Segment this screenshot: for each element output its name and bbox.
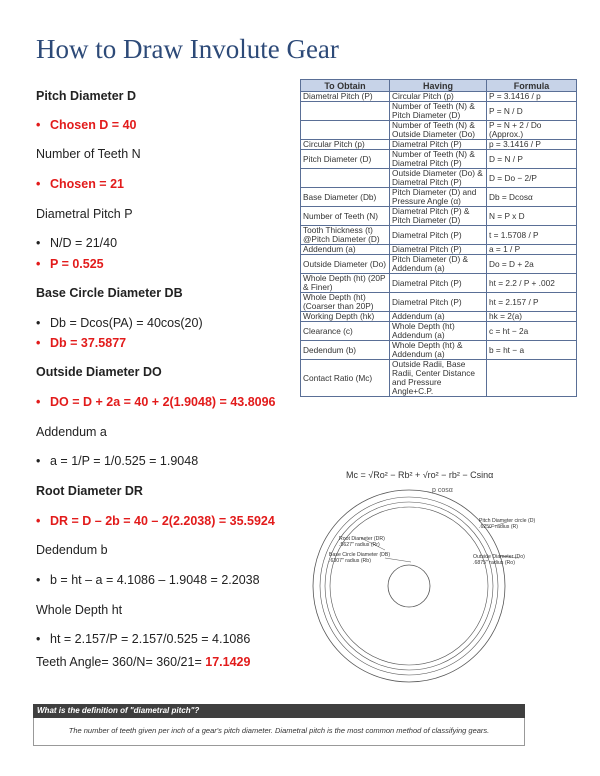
to-obtain-cell: Dedendum (b) — [301, 341, 390, 360]
to-obtain-cell: Number of Teeth (N) — [301, 207, 390, 226]
bore-circle — [388, 565, 430, 607]
root-diameter-value: .5627" radius (Rr) — [339, 542, 380, 548]
table-row — [301, 140, 577, 150]
formula-cell: ht = 2.2 / P + .002 — [487, 274, 577, 293]
table-header-cell: Having — [390, 80, 487, 92]
having-cell: Outside Radii, Base Radii, Center Distance and Pressure Angle+C.P. — [390, 360, 487, 397]
dedendum-calc: • b = ht – a = 4.1086 – 1.9048 = 2.2038 — [50, 573, 260, 587]
table-row — [301, 121, 577, 140]
table-row — [301, 92, 577, 102]
table-row — [301, 293, 577, 312]
having-cell: Addendum (a) — [390, 312, 487, 322]
table-header-cell: Formula — [487, 80, 577, 92]
teeth-angle-value: 17.1429 — [205, 655, 251, 669]
definition-question: What is the definition of "diametral pitch"? — [33, 704, 525, 718]
to-obtain-cell: Diametral Pitch (P) — [301, 92, 390, 102]
table-row — [301, 188, 577, 207]
having-cell: Whole Depth (ht) Addendum (a) — [390, 322, 487, 341]
outside-diameter-heading: Outside Diameter DO — [36, 365, 162, 379]
diametral-pitch-calc: • N/D = 21/40 — [50, 236, 117, 250]
having-cell: Diametral Pitch (P) & Pitch Diameter (D) — [390, 207, 487, 226]
pitch-diameter-value: .6250" radius (R) — [479, 524, 519, 530]
to-obtain-cell: Base Diameter (Db) — [301, 188, 390, 207]
outside-diameter-result: • DO = D + 2a = 40 + 2(1.9048) = 43.8096 — [50, 395, 276, 409]
formula-cell: N = P x D — [487, 207, 577, 226]
formula-cell: b = ht − a — [487, 341, 577, 360]
teeth-chosen: • Chosen = 21 — [50, 177, 124, 191]
to-obtain-cell — [301, 102, 390, 121]
table-row — [301, 360, 577, 397]
having-cell: Number of Teeth (N) & Pitch Diameter (D) — [390, 102, 487, 121]
table-row — [301, 226, 577, 245]
page-title: How to Draw Involute Gear — [36, 34, 339, 64]
table-row — [301, 274, 577, 293]
formula-cell: c = ht − 2a — [487, 322, 577, 341]
table-row — [301, 312, 577, 322]
contact-ratio-denominator: p cosα — [432, 487, 453, 494]
pitch-diameter-label: Pitch Diameter circle (D) — [479, 518, 536, 524]
having-cell: Pitch Diameter (D) & Addendum (a) — [390, 255, 487, 274]
pitch-diameter-chosen: • Chosen D = 40 — [50, 118, 137, 132]
addendum-calc: • a = 1/P = 1/0.525 = 1.9048 — [50, 454, 198, 468]
table-row — [301, 150, 577, 169]
base-circle — [325, 502, 493, 670]
having-cell: Outside Diameter (Do) & Diametral Pitch (P) — [390, 169, 487, 188]
teeth-angle-line — [36, 655, 250, 669]
to-obtain-cell: Outside Diameter (Do) — [301, 255, 390, 274]
to-obtain-cell: Whole Depth (ht) (Coarser than 20P) — [301, 293, 390, 312]
root-diameter-circle — [330, 507, 488, 665]
having-cell: Diametral Pitch (P) — [390, 274, 487, 293]
formula-cell: Db = Dcosα — [487, 188, 577, 207]
having-cell: Number of Teeth (N) & Diametral Pitch (P) — [390, 150, 487, 169]
formula-cell: P = 3.1416 / p — [487, 92, 577, 102]
formula-cell: a = 1 / P — [487, 245, 577, 255]
root-diameter-result: • DR = D – 2b = 40 – 2(2.2038) = 35.5924 — [50, 514, 275, 528]
formula-cell: P = N + 2 / Do (Approx.) — [487, 121, 577, 140]
to-obtain-cell: Pitch Diameter (D) — [301, 150, 390, 169]
table-row — [301, 102, 577, 121]
base-circle-calc: • Db = Dcos(PA) = 40cos(20) — [50, 316, 203, 330]
table-header-cell: To Obtain — [301, 80, 390, 92]
formula-cell: p = 3.1416 / P — [487, 140, 577, 150]
to-obtain-cell: Contact Ratio (Mc) — [301, 360, 390, 397]
having-cell: Diametral Pitch (P) — [390, 293, 487, 312]
to-obtain-cell: Clearance (c) — [301, 322, 390, 341]
contact-ratio-formula: Mc = √Ro² − Rb² + √ro² − rb² − Csinα — [346, 470, 494, 480]
formula-cell: hk = 2(a) — [487, 312, 577, 322]
teeth-heading: Number of Teeth N — [36, 147, 141, 161]
table-row — [301, 169, 577, 188]
diametral-pitch-result: • P = 0.525 — [50, 257, 104, 271]
formula-cell: Do = D + 2a — [487, 255, 577, 274]
having-cell: Diametral Pitch (P) — [390, 245, 487, 255]
pitch-diameter-circle — [320, 497, 498, 675]
outside-diameter-circle — [313, 490, 505, 682]
base-diameter-value: .6307" radius (Rb) — [329, 558, 371, 564]
root-diameter-heading: Root Diameter DR — [36, 484, 143, 498]
teeth-angle-prefix: Teeth Angle= 360/N= 360/21= — [36, 655, 206, 669]
base-circle-result: • Db = 37.5877 — [50, 336, 126, 350]
addendum-heading: Addendum a — [36, 425, 107, 439]
whole-depth-heading: Whole Depth ht — [36, 603, 123, 617]
dedendum-heading: Dedendum b — [36, 543, 108, 557]
gear-circles-diagram — [301, 488, 541, 688]
gear-formula-table — [300, 79, 577, 397]
table-row — [301, 245, 577, 255]
whole-depth-calc: • ht = 2.157/P = 2.157/0.525 = 4.1086 — [50, 632, 250, 646]
formula-cell: ht = 2.157 / P — [487, 293, 577, 312]
having-cell: Number of Teeth (N) & Outside Diameter (Do) — [390, 121, 487, 140]
root-diameter-label: Root Diameter (DR) — [339, 536, 385, 542]
to-obtain-cell — [301, 169, 390, 188]
to-obtain-cell: Tooth Thickness (t) @Pitch Diameter (D) — [301, 226, 390, 245]
having-cell: Pitch Diameter (D) and Pressure Angle (α) — [390, 188, 487, 207]
to-obtain-cell: Addendum (a) — [301, 245, 390, 255]
base-diameter-label: Base Circle Diameter (DB) — [329, 552, 391, 558]
having-cell: Whole Depth (ht) & Addendum (a) — [390, 341, 487, 360]
table-row — [301, 255, 577, 274]
having-cell: Diametral Pitch (P) — [390, 226, 487, 245]
to-obtain-cell: Working Depth (hk) — [301, 312, 390, 322]
formula-cell — [487, 360, 577, 397]
to-obtain-cell: Whole Depth (ht) (20P & Finer) — [301, 274, 390, 293]
having-cell: Diametral Pitch (P) — [390, 140, 487, 150]
to-obtain-cell — [301, 121, 390, 140]
formula-cell: P = N / D — [487, 102, 577, 121]
outside-diameter-value: .6875" radius (Ro) — [473, 560, 515, 566]
table-header-row — [301, 80, 577, 92]
formula-cell: t = 1.5708 / P — [487, 226, 577, 245]
formula-cell: D = Do − 2/P — [487, 169, 577, 188]
formula-cell: D = N / P — [487, 150, 577, 169]
having-cell: Circular Pitch (p) — [390, 92, 487, 102]
to-obtain-cell: Circular Pitch (p) — [301, 140, 390, 150]
outside-diameter-label: Outside Diameter (Do) — [473, 554, 525, 560]
table-row — [301, 341, 577, 360]
pitch-diameter-heading: Pitch Diameter D — [36, 89, 137, 103]
base-circle-heading: Base Circle Diameter DB — [36, 286, 183, 300]
diametral-pitch-heading: Diametral Pitch P — [36, 207, 133, 221]
table-row — [301, 322, 577, 341]
table-row — [301, 207, 577, 226]
definition-answer: The number of teeth given per inch of a gear's pitch diameter. Diametral pitch is the most common method of classifying gears. — [33, 718, 525, 746]
